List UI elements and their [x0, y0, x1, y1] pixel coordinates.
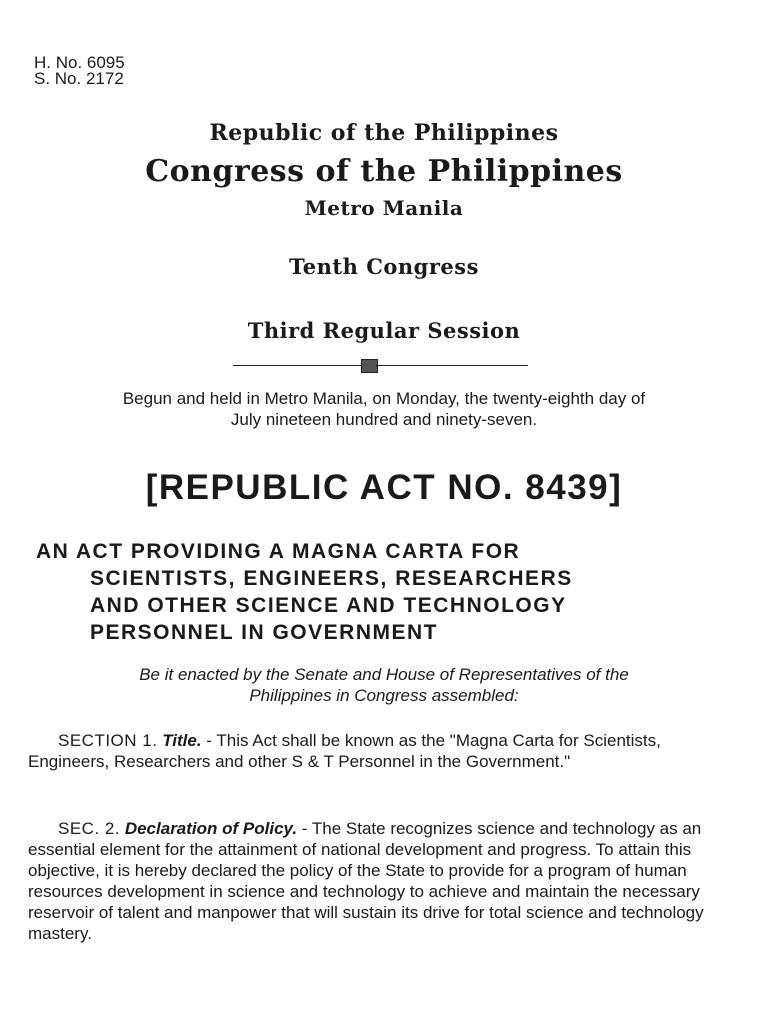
senate-bill-number: S. No. 2172	[34, 69, 124, 88]
heading-republic: Republic of the Philippines	[209, 120, 559, 146]
seal-ornament-icon	[361, 359, 378, 373]
act-title-line-2: SCIENTISTS, ENGINEERS, RESEARCHERS	[90, 567, 573, 590]
act-title-line-4: PERSONNEL IN GOVERNMENT	[90, 621, 438, 644]
begun-statement	[0, 388, 768, 430]
heading-congress-number: Tenth Congress	[289, 254, 479, 279]
section-2-title: Declaration of Policy.	[124, 819, 298, 838]
enacting-clause-line-1: Be it enacted by the Senate and House of Representatives of the	[139, 665, 629, 684]
section-2-text: - The State recognizes science and technology as an essential element for the attainment of national development and progress. To attain this objective, it is hereby declared the policy of the State to provide for a program of human resources development in science and technology to achieve and maintain the necessary reservoir of talent and manpower that will sustain its drive for total science and technology mastery.	[28, 819, 704, 943]
heading-congress: Congress of the Philippines	[145, 154, 623, 189]
enacting-clause	[0, 664, 768, 706]
section-1	[28, 730, 738, 772]
divider-right	[376, 365, 528, 366]
divider-left	[233, 365, 361, 366]
section-2	[28, 818, 738, 944]
begun-line-1: Begun and held in Metro Manila, on Monday, the twenty-eighth day of	[122, 389, 646, 408]
bill-numbers	[34, 56, 125, 89]
section-2-label: SEC. 2.	[58, 819, 121, 838]
begun-line-2: July nineteen hundred and ninety-seven.	[230, 410, 538, 429]
enacting-clause-line-2: Philippines in Congress assembled:	[249, 686, 519, 705]
house-bill-number: H. No. 6095	[34, 56, 125, 68]
republic-act-number: [REPUBLIC ACT NO. 8439]	[145, 468, 623, 507]
act-title-line-3: AND OTHER SCIENCE AND TECHNOLOGY	[90, 594, 567, 617]
act-title-line-1: AN ACT PROVIDING A MAGNA CARTA FOR	[36, 540, 521, 563]
act-title	[36, 538, 736, 646]
section-1-text: - This Act shall be known as the "Magna Carta for Scientists, Engineers, Researchers and other S & T Personnel in the Government."	[28, 731, 661, 771]
heading-location: Metro Manila	[304, 196, 464, 220]
section-1-label: SECTION 1.	[58, 731, 158, 750]
heading-session: Third Regular Session	[247, 318, 521, 343]
section-1-title: Title.	[162, 731, 202, 750]
